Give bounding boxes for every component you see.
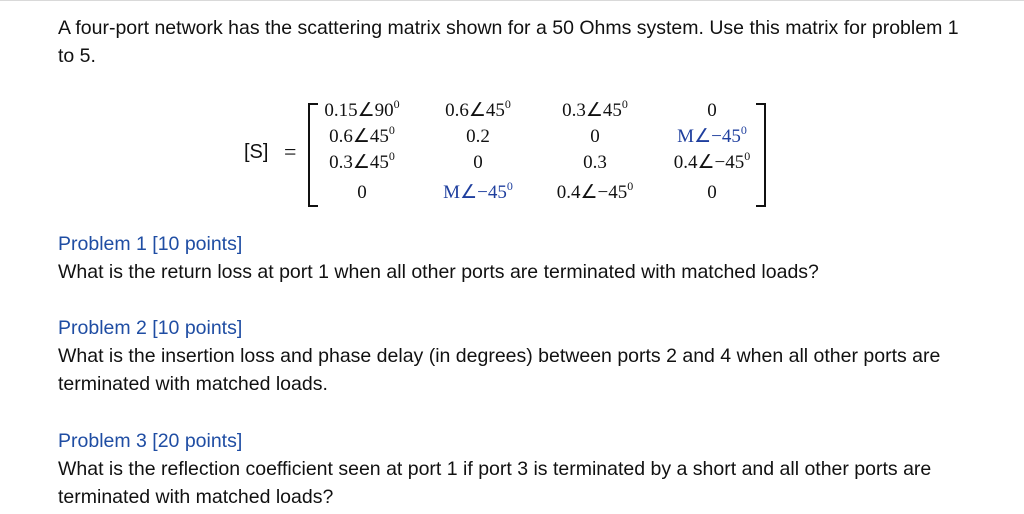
degree-mark: 0 — [621, 97, 628, 111]
matrix-cell-value: 0 — [707, 100, 717, 121]
matrix-cell-value: 0 — [473, 152, 483, 173]
matrix-cell-value: M∠−45 — [677, 126, 741, 147]
degree-mark: 0 — [388, 149, 395, 163]
problem-1 — [58, 230, 978, 286]
matrix-cell-value: 0.4∠−45 — [673, 152, 745, 173]
problem-3-text: What is the reflection coefficient seen at port 1 if port 3 is terminated by a short and all other ports are terminated with matched loads? — [58, 458, 932, 508]
matrix-cell-r4-c1 — [357, 181, 367, 205]
problem-3-title: Problem 3 [20 points] — [58, 430, 243, 452]
degree-mark: 0 — [504, 97, 511, 111]
matrix-cell-r1-c1 — [324, 99, 399, 123]
matrix-cell-value: 0.3∠45 — [562, 100, 622, 121]
matrix-cell-value: 0.15∠90 — [324, 100, 394, 121]
problem-2-title: Problem 2 [10 points] — [58, 317, 243, 339]
matrix-cell-r2-c1 — [329, 125, 395, 149]
matrix-cell-value: 0.4∠−45 — [556, 182, 628, 203]
matrix-cell-value: 0 — [707, 182, 717, 203]
matrix-cell-r3-c4 — [674, 151, 751, 175]
matrix-cell-r3-c3 — [583, 151, 607, 175]
scattering-matrix — [228, 97, 788, 209]
top-divider — [0, 0, 1024, 1]
degree-mark: 0 — [393, 97, 400, 111]
matrix-cell-value: 0.3 — [583, 152, 607, 173]
matrix-cell-r4-c3 — [557, 181, 634, 205]
right-bracket — [756, 103, 766, 207]
matrix-cell-r1-c4 — [707, 99, 717, 123]
degree-mark: 0 — [740, 123, 747, 137]
matrix-cell-r2-c3 — [590, 125, 600, 149]
problem-1-text: What is the return loss at port 1 when all other ports are terminated with matched loads? — [58, 261, 819, 283]
matrix-cell-value: 0 — [357, 182, 367, 203]
degree-mark: 0 — [744, 149, 751, 163]
matrix-cell-r1-c2 — [445, 99, 511, 123]
degree-mark: 0 — [388, 123, 395, 137]
matrix-cell-r3-c2 — [473, 151, 483, 175]
problem-2 — [58, 314, 978, 398]
matrix-cell-r2-c4 — [677, 125, 747, 149]
intro-paragraph: A four-port network has the scattering matrix shown for a 50 Ohms system. Use this matrix for problem 1 to 5. — [58, 17, 959, 67]
matrix-cell-r2-c2 — [466, 125, 490, 149]
left-bracket — [308, 103, 318, 207]
matrix-cell-value: 0.6∠45 — [445, 100, 505, 121]
problem-2-text: What is the insertion loss and phase delay (in degrees) between ports 2 and 4 when all other ports are terminated with matched loads. — [58, 345, 941, 395]
matrix-cell-r1-c3 — [562, 99, 628, 123]
equals-sign: = — [284, 139, 297, 164]
degree-mark: 0 — [627, 179, 634, 193]
matrix-cell-value: 0.6∠45 — [329, 126, 389, 147]
matrix-cell-value: M∠−45 — [443, 182, 507, 203]
problem-1-title: Problem 1 [10 points] — [58, 233, 243, 255]
matrix-cell-r3-c1 — [329, 151, 395, 175]
matrix-cell-value: 0 — [590, 126, 600, 147]
degree-mark: 0 — [506, 179, 513, 193]
matrix-cell-r4-c2 — [443, 181, 513, 205]
matrix-cell-value: 0.3∠45 — [329, 152, 389, 173]
matrix-label: [S] — [244, 141, 269, 163]
matrix-cell-r4-c4 — [707, 181, 717, 205]
matrix-cell-value: 0.2 — [466, 126, 490, 147]
problem-3 — [58, 427, 978, 511]
